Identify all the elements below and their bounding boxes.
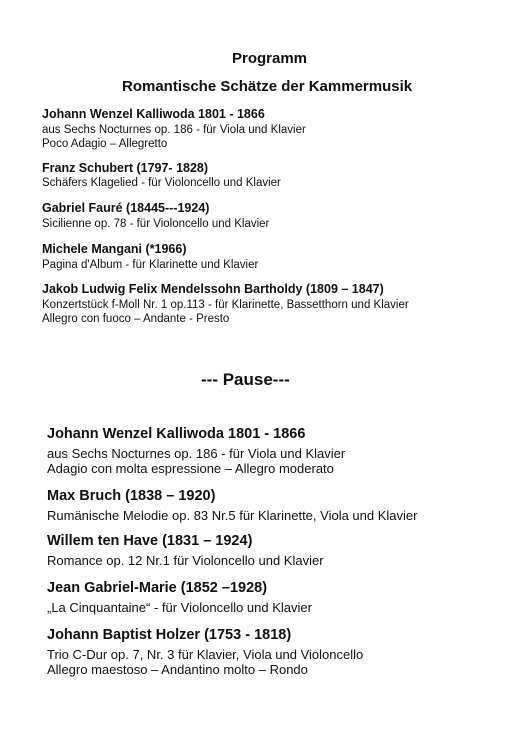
composer-name: Franz Schubert (1797- 1828) — [42, 161, 209, 175]
work-line: Allegro maestoso – Andantino molto – Rondo — [47, 662, 308, 677]
work-line: Poco Adagio – Allegretto — [42, 138, 168, 150]
composer-name: Max Bruch (1838 – 1920) — [47, 488, 216, 504]
composer-name: Jakob Ludwig Felix Mendelssohn Bartholdy (1809 – 1847) — [42, 282, 384, 296]
work-line: Rumänische Melodie op. 83 Nr.5 für Klarinette, Viola und Klavier — [47, 508, 418, 523]
composer-name: Michele Mangani (*1966) — [42, 242, 187, 256]
composer-name: Gabriel Fauré (18445---1924) — [42, 201, 210, 215]
work-line: Sicilienne op. 78 - für Violoncello und Klavier — [42, 218, 270, 230]
work-line: Pagina d'Album - für Klarinette und Klavier — [42, 259, 259, 271]
work-line: Konzertstück f-Moll Nr. 1 op.113 - für Klarinette, Bassetthorn und Klavier — [42, 299, 409, 311]
composer-name: Jean Gabriel-Marie (1852 –1928) — [47, 580, 268, 596]
work-line: aus Sechs Nocturnes op. 186 - für Viola und Klavier — [42, 124, 306, 136]
work-line: Romance op. 12 Nr.1 für Violoncello und Klavier — [47, 553, 324, 568]
composer-name: Johann Wenzel Kalliwoda 1801 - 1866 — [47, 426, 306, 442]
work-line: „La Cinquantaine“ - für Violoncello und Klavier — [47, 600, 312, 615]
composer-name: Johann Baptist Holzer (1753 - 1818) — [47, 627, 292, 643]
composer-name: Johann Wenzel Kalliwoda 1801 - 1866 — [42, 107, 265, 121]
work-line: aus Sechs Nocturnes op. 186 - für Viola und Klavier — [47, 446, 346, 461]
pause-heading: --- Pause--- — [201, 370, 290, 389]
work-line: Adagio con molta espressione – Allegro moderato — [47, 461, 334, 476]
work-line: Trio C-Dur op. 7, Nr. 3 für Klavier, Viola und Violoncello — [47, 647, 364, 662]
program-heading: Programm — [232, 50, 308, 67]
work-line: Schäfers Klagelied - für Violoncello und Klavier — [42, 177, 281, 189]
composer-name: Willem ten Have (1831 – 1924) — [47, 533, 253, 549]
concert-title: Romantische Schätze der Kammermusik — [122, 78, 413, 95]
work-line: Allegro con fuoco – Andante - Presto — [42, 313, 230, 325]
